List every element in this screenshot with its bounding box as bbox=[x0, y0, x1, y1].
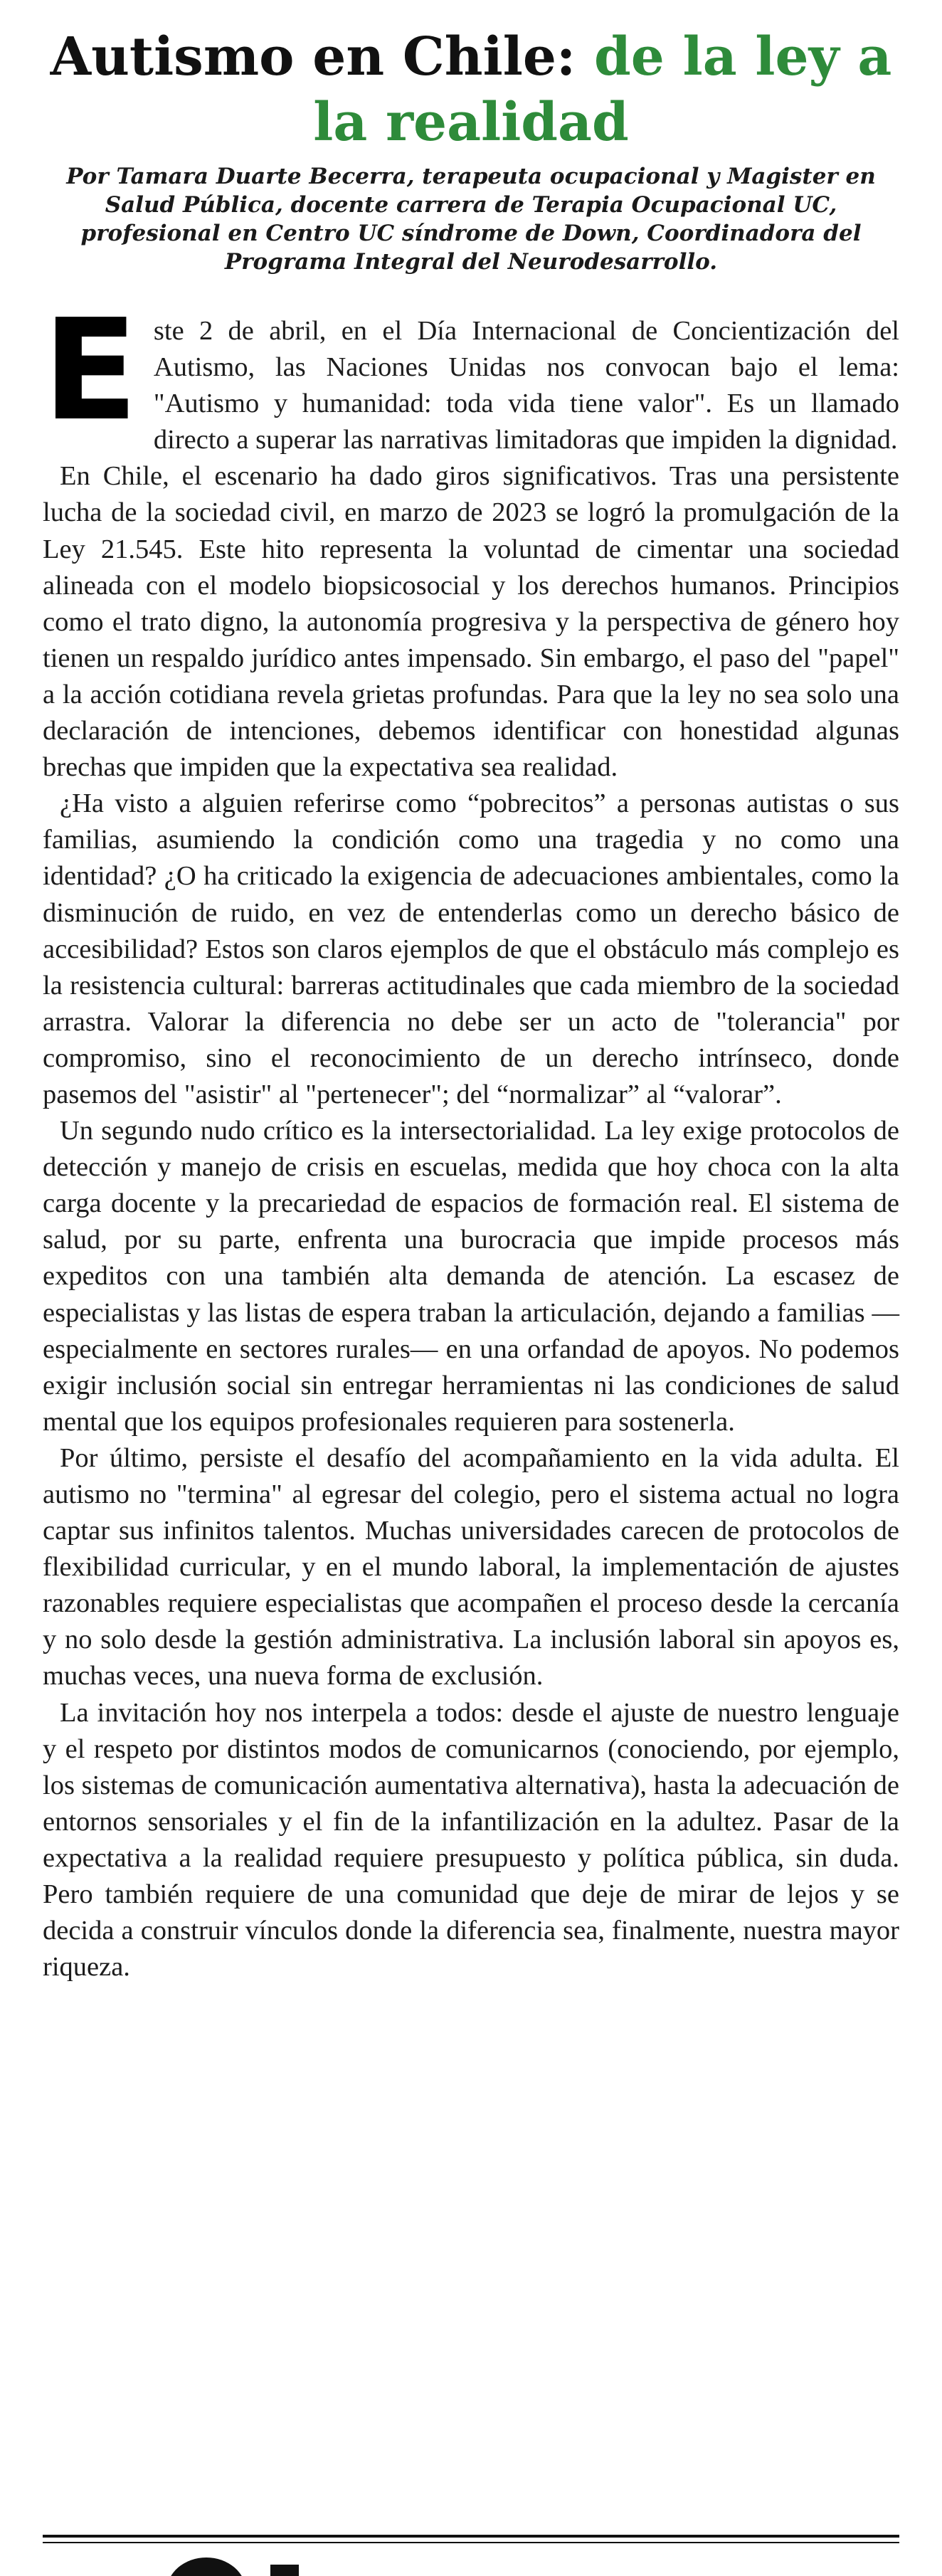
title-green-part: de la ley a la realidad bbox=[313, 26, 892, 153]
paragraph-1-text: ste 2 de abril, en el Día Internacional de Concientización del Autismo, las Naciones Unidas nos convocan bajo el lema: "Autismo y humanidad: toda vida tiene valor". Es un llamado directo a superar las narrativas limitadoras que impiden la dignidad. bbox=[153, 316, 899, 455]
paragraph-2: En Chile, el escenario ha dado giros significativos. Tras una persistente lucha de la sociedad civil, en marzo de 2023 se logró la promulgación de la Ley 21.545. Este hito representa la voluntad de cimentar una sociedad alineada con el modelo biopsicosocial y los derechos humanos. Principios como el trato digno, la autonomía progresiva y la perspectiva de género hoy tienen un respaldo jurídico antes impensado. Sin embargo, el paso del "papel" a la acción cotidiana revela grietas profundas. Para que la ley no sea solo una declaración de intenciones, debemos identificar con honestidad algunas brechas que impiden que la expectativa sea realidad. bbox=[43, 461, 899, 783]
paragraph-4: Un segundo nudo crítico es la intersectorialidad. La ley exige protocolos de detección y manejo de crisis en escuelas, medida que hoy choca con la alta carga docente y la precariedad de espacios de formación real. El sistema de salud, por su parte, enfrenta una burocracia que impide procesos más expeditos con una también alta demanda de atención. La escasez de especialistas y las listas de espera traban la articulación, dejando a familias — especialmente en sectores rurales— en una orfandad de apoyos. No podemos exigir inclusión social sin entregar herramientas ni las condiciones de salud mental que los equipos profesionales requieren para sostenerla. bbox=[43, 1116, 899, 1437]
paragraph-6: La invitación hoy nos interpela a todos: desde el ajuste de nuestro lenguaje y el respeto por distintos modos de comunicarnos (conociendo, por ejemplo, los sistemas de comunicación aumentativa alternativa), hasta la adecuación de entornos sensoriales y el fin de la infantilización en la adultez. Pasar de la expectativa a la realidad requiere presupuesto y política pública, sin duda. Pero también requiere de una comunidad que deje de mirar de lejos y se decida a construir vínculos donde la diferencia sea, finalmente, nuestra mayor riqueza. bbox=[43, 1697, 899, 1983]
author-byline: Por Tamara Duarte Becerra, terapeuta ocupacional y Magister en Salud Pública, docente carrera de Terapia Ocupacional UC, profesional en Centro UC síndrome de Down, Coordinadora del Programa Integral del Neurodesarrollo. bbox=[66, 164, 876, 275]
bottom-divider-thin bbox=[43, 2542, 899, 2543]
title-black-part: Autismo en Chile: bbox=[50, 26, 576, 88]
next-article-logo-fragment bbox=[164, 2549, 320, 2576]
paragraph-1 bbox=[43, 290, 899, 458]
article-body bbox=[43, 290, 899, 1985]
drop-cap: E bbox=[43, 290, 138, 452]
paragraph-5: Por último, persiste el desafío del acompañamiento en la vida adulta. El autismo no "termina" al egresar del colegio, pero el sistema actual no logra captar sus infinitos talentos. Muchas universidades carecen de protocolos de flexibilidad curricular, y en el mundo laboral, la implementación de ajustes razonables requiere especialistas que acompañen el proceso desde la cercanía y no solo desde la gestión administrativa. La inclusión laboral sin apoyos es, muchas veces, una nueva forma de exclusión. bbox=[43, 1442, 899, 1691]
article-title bbox=[43, 24, 899, 155]
paragraph-3: ¿Ha visto a alguien referirse como “pobrecitos” a personas autistas o sus familias, asumiendo la condición como una tragedia y no como una identidad? ¿O ha criticado la exigencia de adecuaciones ambientales, como la disminución de ruido, en vez de entenderlas como un derecho básico de accesibilidad? Estos son claros ejemplos de que el obstáculo más complejo es la resistencia cultural: barreras actitudinales que cada miembro de la sociedad arrastra. Valorar la diferencia no debe ser un acto de "tolerancia" por compromiso, sino el reconocimiento de un derecho intrínseco, donde pasemos del "asistir" al "pertenecer"; del “normalizar” al “valorar”. bbox=[43, 788, 899, 1109]
bottom-divider-thick bbox=[43, 2535, 899, 2538]
